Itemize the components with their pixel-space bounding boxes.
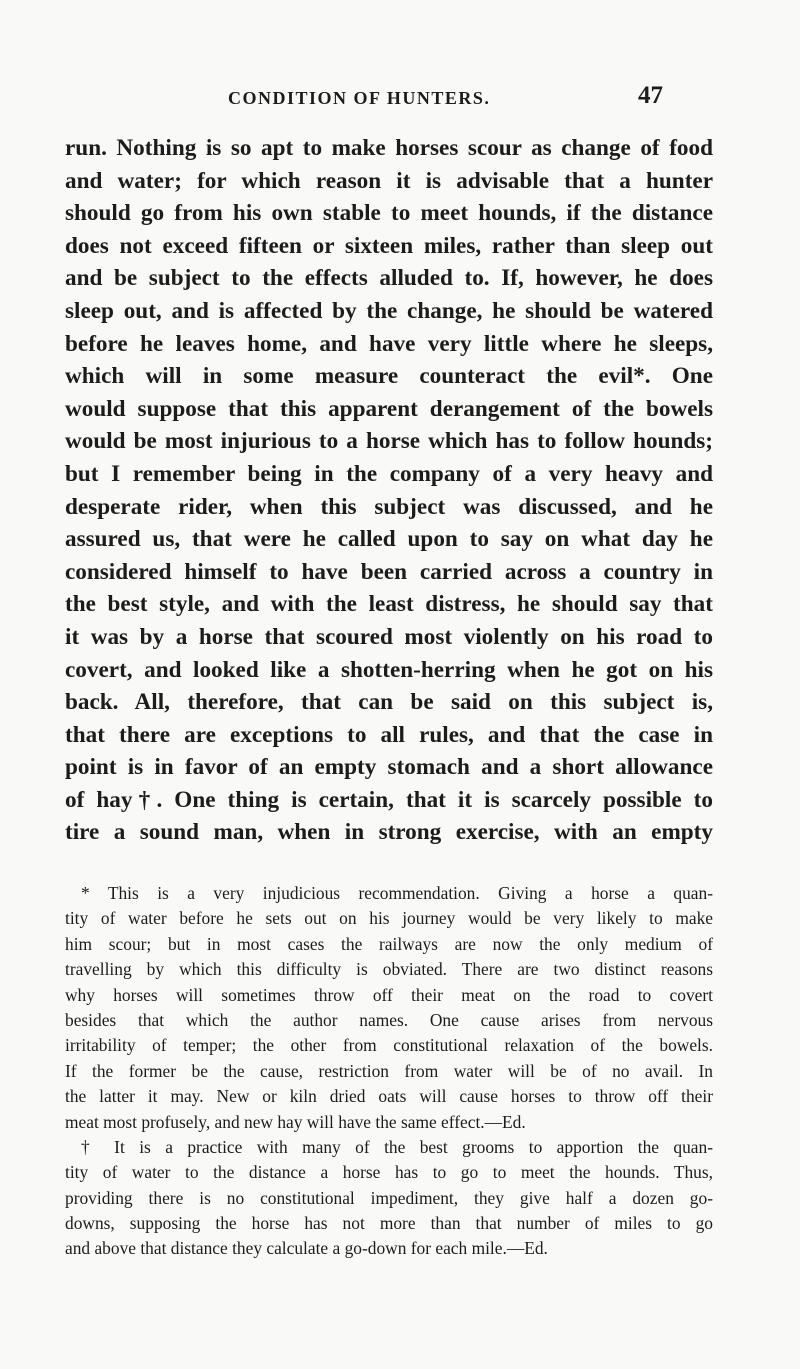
body-line: sleep out, and is affected by the change, he should be watered [65,297,713,324]
footnote-line: meat most profusely, and new hay will have the same effect.—Ed. [65,1111,526,1132]
body-line: but I remember being in the company of a very heavy and [65,460,713,487]
running-head [0,82,800,112]
footnote-line: him scour; but in most cases the railways are now the only medium of [65,933,713,954]
footnotes [65,881,713,1262]
body-text [65,132,713,849]
footnote-line: tity of water to the distance a horse has to go to meet the hounds. Thus, [65,1162,713,1183]
body-line: tire a sound man, when in strong exercise, with an empty [65,819,713,846]
body-line: should go from his own stable to meet hounds, if the distance [65,200,713,227]
footnote-line: * This is a very injudicious recommendation. Giving a horse a quan- [81,883,713,903]
body-line: considered himself to have been carried across a country in [65,558,713,585]
footnote-line: besides that which the author names. One cause arises from nervous [65,1009,713,1030]
footnote-line: irritability of temper; the other from constitutional relaxation of the bowels. [65,1035,713,1056]
body-line: which will in some measure counteract the evil*. One [65,363,713,390]
body-line: that there are exceptions to all rules, and that the case in [65,721,713,748]
body-line: covert, and looked like a shotten-herring when he got on his [65,656,713,683]
footnote-line: tity of water before he sets out on his journey would be very likely to make [65,908,713,929]
footnote-line: the latter it may. New or kiln dried oats will cause horses to throw off their [65,1086,713,1107]
footnote-line: providing there is no constitutional impediment, they give half a dozen go- [65,1187,713,1208]
body-line: back. All, therefore, that can be said on this subject is, [65,689,713,716]
footnote-line: If the former be the cause, restriction from water will be of no avail. In [65,1060,713,1081]
page-number: 47 [638,82,663,109]
running-title: CONDITION OF HUNTERS. [228,88,491,108]
body-line: and water; for which reason it is advisable that a hunter [65,167,713,194]
footnote-line: why horses will sometimes throw off their meat on the road to covert [65,984,713,1005]
body-line: before he leaves home, and have very little where he sleeps, [65,330,713,357]
body-line: the best style, and with the least distress, he should say that [65,591,713,618]
body-line: does not exceed fifteen or sixteen miles, rather than sleep out [65,232,713,259]
body-line: point is in favor of an empty stomach and a short allowance [65,754,713,781]
footnote-line: and above that distance they calculate a go-down for each mile.—Ed. [65,1238,548,1259]
body-line: of hay†. One thing is certain, that it is scarcely possible to [65,786,713,813]
footnote-line: † It is a practice with many of the best grooms to apportion the quan- [81,1136,713,1157]
body-line: would suppose that this apparent derangement of the bowels [65,395,713,422]
footnote-line: downs, supposing the horse has not more than that number of miles to go [65,1213,713,1234]
body-line: would be most injurious to a horse which has to follow hounds; [65,428,713,455]
body-line: run. Nothing is so apt to make horses scour as change of food [65,135,713,161]
body-line: it was by a horse that scoured most violently on his road to [65,623,713,650]
body-line: and be subject to the effects alluded to. If, however, he does [65,265,713,292]
body-line: assured us, that were he called upon to say on what day he [65,526,713,553]
footnote-line: travelling by which this difficulty is obviated. There are two distinct reasons [65,959,713,980]
body-line: desperate rider, when this subject was discussed, and he [65,493,713,520]
